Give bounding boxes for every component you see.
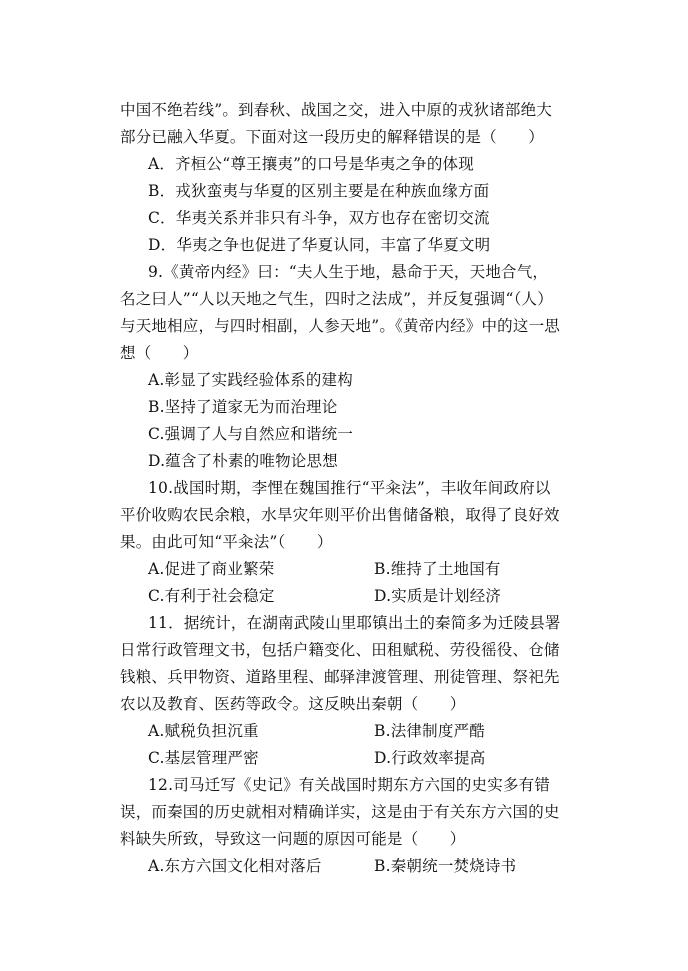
option-b: B.维持了土地国有 [374, 560, 501, 578]
option-d: D.蕴含了朴素的唯物论思想 [148, 452, 338, 470]
option-c: C.基层管理严密 [148, 749, 259, 767]
option-b: B．戎狄蛮夷与华夏的区别主要是在种族血缘方面 [148, 182, 490, 200]
question-12-text: 12.司马迁写《史记》有关战国时期东方六国的史实多有错 [148, 776, 551, 794]
option-c: C.有利于社会稳定 [148, 587, 275, 605]
option-d: D.行政效率提高 [374, 749, 486, 767]
option-a: A．齐桓公“尊王攘夷”的口号是华夷之争的体现 [148, 155, 474, 173]
question-9-text: 9.《黄帝内经》曰：“夫人生于地，悬命于天，天地合气， [148, 263, 549, 281]
option-a: A.东方六国文化相对落后 [148, 857, 322, 875]
question-10-text: 10.战国时期，李悝在魏国推行“平籴法”，丰收年间政府以 [148, 479, 551, 497]
option-b: B.秦朝统一焚烧诗书 [374, 857, 517, 875]
option-d: D．华夷之争也促进了华夏认同，丰富了华夏文明 [148, 236, 491, 254]
option-a: A.彰显了实践经验体系的建构 [148, 371, 353, 389]
option-b: B.法律制度严酷 [374, 722, 485, 740]
text-line: 果。由此可知“平籴法”（ ） [120, 533, 333, 551]
text-line: 日常行政管理文书，包括户籍变化、田租赋税、劳役徭役、仓储 [120, 641, 560, 659]
question-11-text: 11．据统计，在湖南武陵山里耶镇出土的秦简多为迁陵县署 [148, 614, 561, 632]
text-line: 名之曰人”“人以天地之气生，四时之法成”，并反复强调“（人） [120, 290, 553, 308]
text-line: 误，而秦国的历史就相对精确详实，这是由于有关东方六国的史 [120, 803, 560, 821]
option-b: B.坚持了道家无为而治理论 [148, 398, 338, 416]
text-line: 想（ ） [120, 344, 199, 362]
text-line: 钱粮、兵甲物资、道路里程、邮驿津渡管理、刑徒管理、祭祀先 [120, 668, 560, 686]
option-a: A.赋税负担沉重 [148, 722, 259, 740]
text-line: 农以及教育、医药等政令。这反映出秦朝（ ） [120, 695, 466, 713]
text-line: 中国不绝若线”。到春秋、战国之交，进入中原的戎狄诸部绝大 [120, 101, 553, 119]
option-c: C．华夷关系并非只有斗争，双方也存在密切交流 [148, 209, 490, 227]
text-line: 部分已融入华夏。下面对这一段历史的解释错误的是（ ） [120, 128, 544, 146]
option-c: C.强调了人与自然应和谐统一 [148, 425, 354, 443]
text-line: 平价收购农民余粮，水旱灾年则平价出售储备粮，取得了良好效 [120, 506, 560, 524]
option-a: A.促进了商业繁荣 [148, 560, 275, 578]
text-line: 料缺失所致，导致这一问题的原因可能是（ ） [120, 830, 466, 848]
text-line: 与天地相应，与四时相副，人参天地”。《黄帝内经》中的这一思 [120, 317, 560, 335]
option-d: D.实质是计划经济 [374, 587, 502, 605]
